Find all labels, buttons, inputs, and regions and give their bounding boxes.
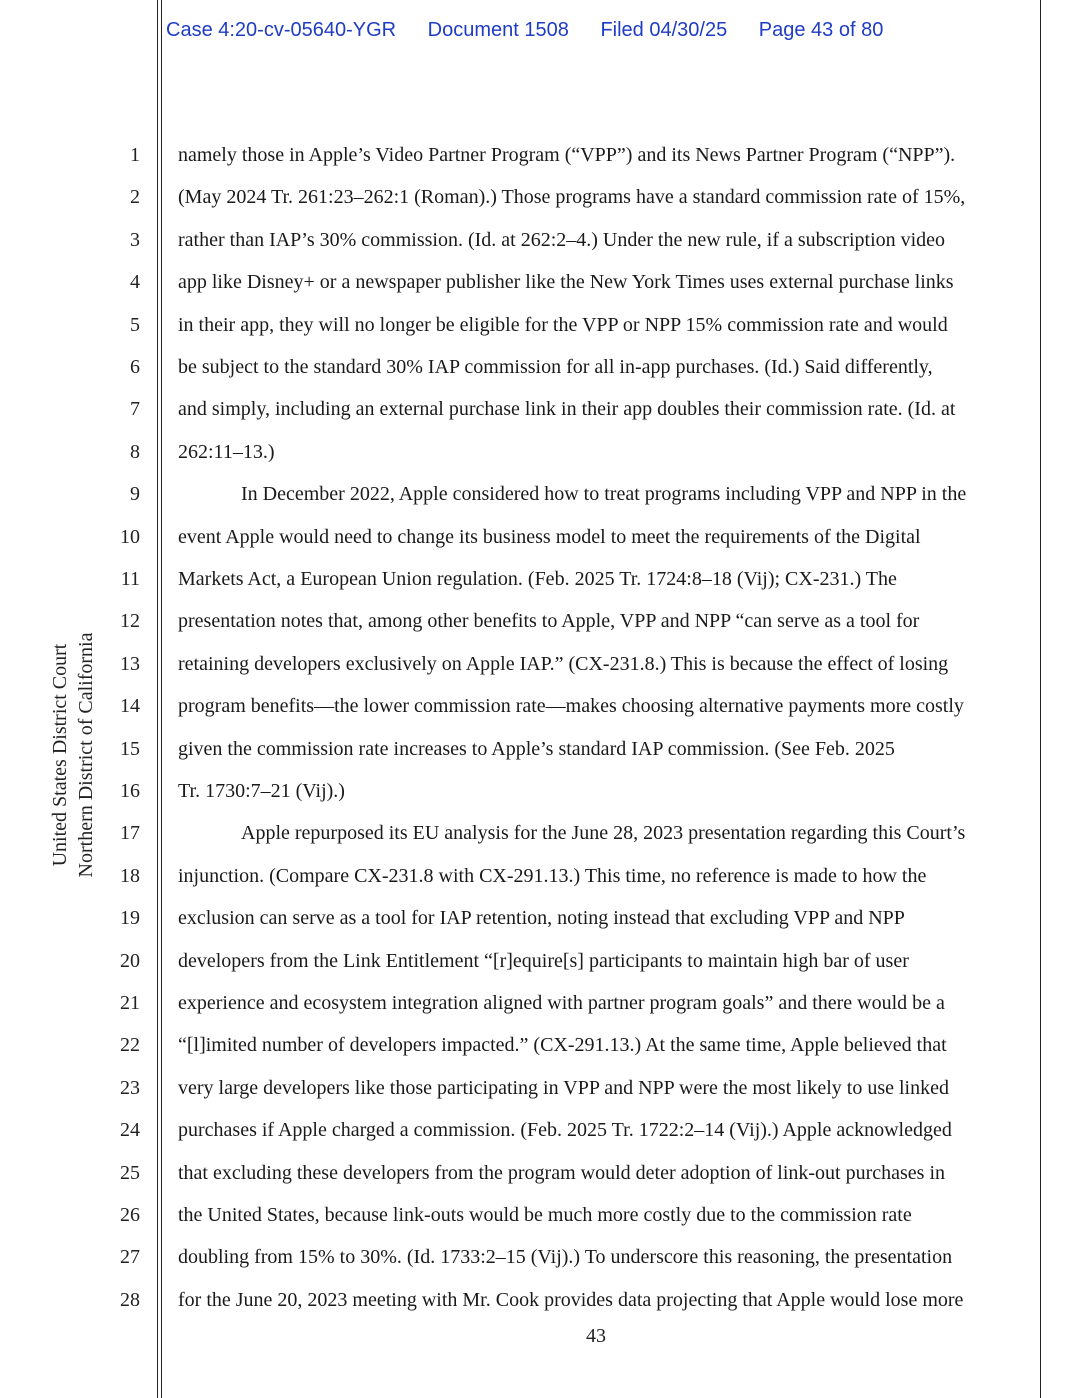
line-number: 17: [120, 822, 140, 844]
court-name: United States District Court: [49, 643, 71, 867]
line-text: be subject to the standard 30% IAP commission for all in-app purchases. (Id.) Said differently,: [178, 356, 933, 378]
line-number: 4: [130, 271, 140, 293]
line-number: 20: [120, 950, 140, 972]
line-number: 19: [120, 907, 140, 929]
line-number: 3: [130, 229, 140, 251]
line-text: app like Disney+ or a newspaper publisher like the New York Times uses external purchase links: [178, 271, 954, 293]
line-text: for the June 20, 2023 meeting with Mr. Cook provides data projecting that Apple would lose more: [178, 1289, 964, 1311]
line-number: 12: [120, 610, 140, 632]
line-number: 16: [120, 780, 140, 802]
line-number: 7: [130, 398, 140, 420]
line-number: 15: [120, 738, 140, 760]
court-sidebar: [48, 625, 98, 885]
line-text: 262:11–13.): [178, 441, 275, 463]
line-text: developers from the Link Entitlement “[r]equire[s] participants to maintain high bar of user: [178, 950, 909, 972]
line-text: “[l]imited number of developers impacted.” (CX-291.13.) At the same time, Apple believed that: [178, 1034, 947, 1056]
line-text: in their app, they will no longer be eligible for the VPP or NPP 15% commission rate and would: [178, 314, 948, 336]
line-text: presentation notes that, among other benefits to Apple, VPP and NPP “can serve as a tool for: [178, 610, 920, 632]
line-text: the United States, because link-outs would be much more costly due to the commission rate: [178, 1204, 912, 1226]
line-number: 5: [130, 314, 140, 336]
line-text: (May 2024 Tr. 261:23–262:1 (Roman).) Those programs have a standard commission rate of 15%,: [178, 186, 966, 208]
line-number: 18: [120, 865, 140, 887]
line-number: 21: [120, 992, 140, 1014]
document-number: Document 1508: [427, 19, 569, 41]
line-number: 13: [120, 653, 140, 675]
page-count: Page 43 of 80: [758, 19, 884, 41]
line-text: doubling from 15% to 30%. (Id. 1733:2–15 (Vij).) To underscore this reasoning, the presentation: [178, 1246, 953, 1268]
line-number: 8: [130, 441, 140, 463]
page-number: 43: [586, 1325, 606, 1347]
line-number: 23: [120, 1077, 140, 1099]
line-text: given the commission rate increases to Apple’s standard IAP commission. (See Feb. 2025: [178, 738, 895, 760]
line-text: In December 2022, Apple considered how to treat programs including VPP and NPP in the: [241, 483, 967, 505]
case-number: Case 4:20-cv-05640-YGR: [166, 19, 397, 41]
line-number: 28: [120, 1289, 140, 1311]
line-text: very large developers like those participating in VPP and NPP were the most likely to use linked: [178, 1077, 949, 1099]
court-sidebar-text: [47, 633, 99, 878]
line-number: 11: [120, 568, 140, 590]
line-number: 27: [120, 1246, 140, 1268]
document-header: [166, 19, 909, 42]
line-number: 14: [120, 695, 140, 717]
line-number: 1: [130, 144, 140, 166]
line-text: Apple repurposed its EU analysis for the June 28, 2023 presentation regarding this Court’s: [241, 822, 966, 844]
margin-rule-right: [1040, 0, 1041, 1398]
line-text: event Apple would need to change its business model to meet the requirements of the Digital: [178, 526, 921, 548]
line-text: exclusion can serve as a tool for IAP retention, noting instead that excluding VPP and NPP: [178, 907, 905, 929]
line-number: 10: [120, 526, 140, 548]
line-text: program benefits—the lower commission rate—makes choosing alternative payments more costly: [178, 695, 964, 717]
line-number: 22: [120, 1034, 140, 1056]
margin-rule-left: [157, 0, 158, 1398]
line-number: 2: [130, 186, 140, 208]
line-number: 24: [120, 1119, 140, 1141]
line-text: namely those in Apple’s Video Partner Program (“VPP”) and its News Partner Program (“NPP”).: [178, 144, 956, 166]
line-text: retaining developers exclusively on Apple IAP.” (CX-231.8.) This is because the effect of losing: [178, 653, 949, 675]
line-number: 26: [120, 1204, 140, 1226]
court-district: Northern District of California: [75, 632, 97, 878]
line-number: 9: [130, 483, 140, 505]
filed-date: Filed 04/30/25: [600, 19, 728, 41]
line-text: experience and ecosystem integration aligned with partner program goals” and there would be a: [178, 992, 945, 1014]
line-text: Markets Act, a European Union regulation. (Feb. 2025 Tr. 1724:8–18 (Vij); CX-231.) The: [178, 568, 897, 590]
line-number: 25: [120, 1162, 140, 1184]
line-text: and simply, including an external purchase link in their app doubles their commission rate. (Id. at: [178, 398, 956, 420]
line-text: purchases if Apple charged a commission. (Feb. 2025 Tr. 1722:2–14 (Vij).) Apple acknowledged: [178, 1119, 952, 1141]
line-number: 6: [130, 356, 140, 378]
line-text: Tr. 1730:7–21 (Vij).): [178, 780, 345, 802]
line-text: that excluding these developers from the program would deter adoption of link-out purchases in: [178, 1162, 946, 1184]
line-text: rather than IAP’s 30% commission. (Id. at 262:2–4.) Under the new rule, if a subscription video: [178, 229, 946, 251]
margin-rule-left-inner: [161, 0, 162, 1398]
line-text: injunction. (Compare CX-231.8 with CX-291.13.) This time, no reference is made to how the: [178, 865, 927, 887]
